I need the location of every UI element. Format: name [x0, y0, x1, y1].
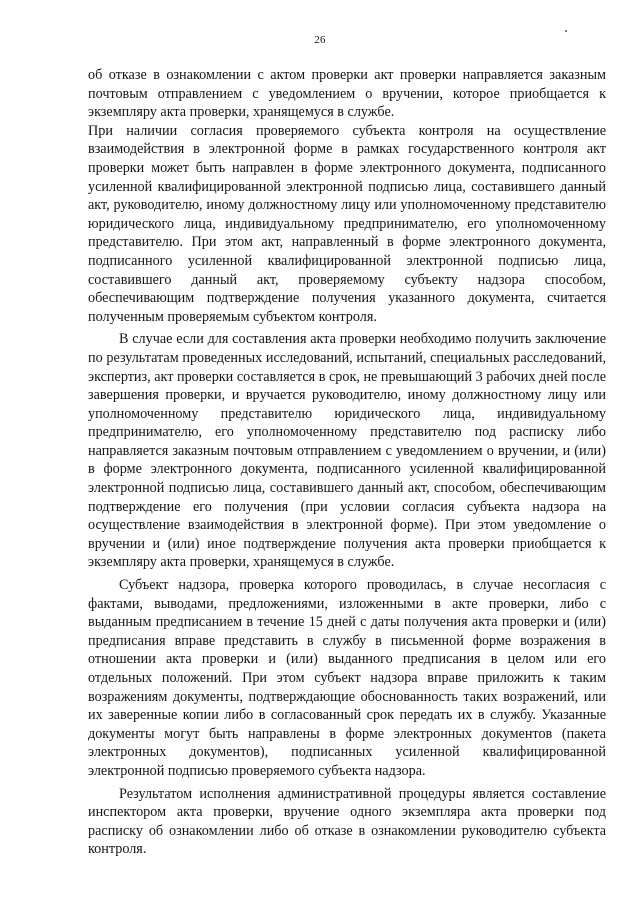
document-body [88, 66, 606, 859]
paragraph-4: Субъект надзора, проверка которого проводилась, в случае несогласия с фактами, выводами, предложениями, изложенными в акте проверки, либо с выданным предписанием в течение 15 дней с даты получения акта проверки и (или) предписания вправе представить в службу в письменной форме возражения в отношении акта проверки и (или) выданного предписания в целом или его отдельных положений. При этом субъект надзора вправе приложить к таким возражениям документы, подтверждающие обоснованность таких возражений, или их заверенные копии либо в согласованный срок передать их в службу. Указанные документы могут быть направлены в форме электронных документов (пакета электронных документов), подписанных усиленной квалифицированной электронной подписью проверяемого субъекта надзора. [88, 577, 606, 779]
paragraph-1: об отказе в ознакомлении с актом проверки акт проверки направляется заказным почтовым отправлением с уведомлением о вручении, которое приобщается к экземпляру акта проверки, хранящемуся в службе. [88, 67, 606, 121]
paragraph-5: Результатом исполнения административной процедуры является составление инспектором акта проверки, вручение одного экземпляра акта проверки под расписку об ознакомлении либо об отказе в ознакомлении руководителю субъекта контроля. [88, 785, 606, 858]
scan-speck [565, 30, 567, 32]
page-number: 26 [314, 34, 326, 46]
paragraph-2: При наличии согласия проверяемого субъекта контроля на осуществление взаимодействия в электронной форме в рамках государственного контроля акт проверки может быть направлен в форме электронного документа, подписанного усиленной квалифицированной электронной подписью лица, составившего данный акт, руководителю, иному должностному лицу или уполномоченному представителю юридического лица, индивидуальному предпринимателю, его уполномоченному представителю. При этом акт, направленный в форме электронного документа, подписанного усиленной квалифицированной электронной подписью лица, составившего данный акт, проверяемому субъекту надзора способом, обеспечивающим подтверждение получения указанного документа, считается полученным проверяемым субъектом контроля. [88, 122, 606, 325]
paragraph-3: В случае если для составления акта проверки необходимо получить заключение по результатам проведенных исследований, испытаний, специальных расследований, экспертиз, акт проверки составляется в срок, не превышающий 3 рабочих дней после завершения проверки, и вручается руководителю, иному должностному лицу или уполномоченному представителю юридического лица, индивидуальному предпринимателю, его уполномоченному представителю под расписку либо направляется заказным почтовым отправлением с уведомлением о вручении, и (или) в форме электронного документа, подписанного усиленной квалифицированной электронной подписью лица, составившего данный акт, способом, обеспечивающим подтверждение его получения (при условии согласия субъекта надзора на осуществление взаимодействия в электронной форме). При этом уведомление о вручении и (или) иное подтверждение получения акта проверки приобщается к экземпляру акта проверки, хранящемуся в службе. [88, 331, 606, 571]
